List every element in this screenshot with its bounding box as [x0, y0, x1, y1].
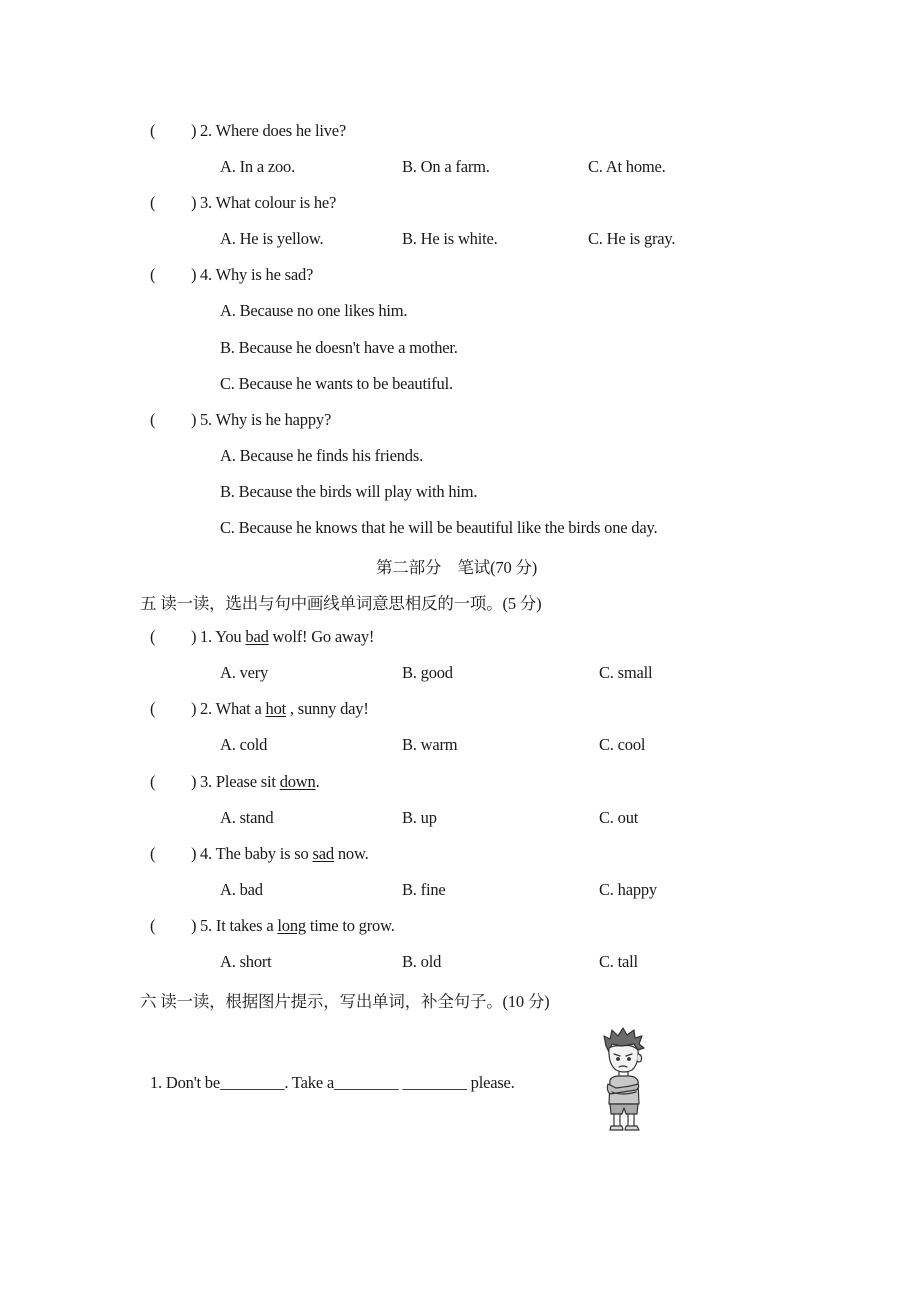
- answer-paren-close: ): [191, 699, 197, 718]
- option-a: A. Because no one likes him.: [220, 301, 408, 320]
- option-b: B. warm: [402, 735, 458, 754]
- stem-after: time to grow.: [305, 916, 395, 935]
- answer-paren-close: ): [191, 193, 197, 212]
- question-stem: [200, 627, 374, 647]
- answer-paren-open: (: [150, 916, 156, 935]
- answer-paren-open: (: [150, 627, 156, 646]
- stem-before: 1. You: [200, 627, 246, 646]
- option-a: A. cold: [220, 735, 268, 754]
- stem-before: 5. It takes a: [200, 916, 278, 935]
- option-c: C. At home.: [588, 157, 666, 176]
- option-a: A. bad: [220, 880, 263, 899]
- option-b: B. fine: [402, 880, 446, 899]
- underlined-word: hot: [265, 699, 286, 718]
- underlined-word: bad: [245, 627, 269, 646]
- option-b: B. Because he doesn't have a mother.: [220, 338, 458, 357]
- question-stem: 2. Where does he live?: [200, 121, 347, 140]
- option-a: A. very: [220, 663, 269, 682]
- answer-paren-open: (: [150, 844, 156, 863]
- answer-paren-open: (: [150, 410, 156, 429]
- part2-title: 第二部分 笔试(70 分): [376, 558, 538, 577]
- option-c: C. tall: [599, 952, 638, 971]
- underlined-word: down: [279, 772, 316, 791]
- option-a: A. Because he finds his friends.: [220, 446, 424, 465]
- underlined-word: long: [277, 916, 306, 935]
- section6-question-1: 1. Don't be________. Take a________ ________ please.: [150, 1073, 515, 1092]
- question-stem: 5. Why is he happy?: [200, 410, 332, 429]
- answer-paren-close: ): [191, 916, 197, 935]
- stem-after: .: [315, 772, 320, 791]
- option-c: C. happy: [599, 880, 657, 899]
- question-stem: 4. Why is he sad?: [200, 265, 314, 284]
- answer-paren-close: ): [191, 627, 197, 646]
- answer-paren-open: (: [150, 265, 156, 284]
- option-c: C. Because he knows that he will be beautiful like the birds one day.: [220, 518, 658, 537]
- option-a: A. He is yellow.: [220, 229, 324, 248]
- section6-title: 六 读一读，根据图片提示，写出单词，补全句子。(10 分): [140, 992, 550, 1011]
- answer-paren-open: (: [150, 193, 156, 212]
- option-b: B. good: [402, 663, 453, 682]
- answer-paren-close: ): [191, 844, 197, 863]
- stem-after: , sunny day!: [286, 699, 369, 718]
- answer-paren-close: ): [191, 121, 197, 140]
- option-c: C. cool: [599, 735, 646, 754]
- option-b: B. old: [402, 952, 442, 971]
- angry-boy-illustration: [592, 1024, 656, 1134]
- question-stem: [200, 699, 369, 719]
- question-stem: 3. What colour is he?: [200, 193, 337, 212]
- option-b: B. up: [402, 808, 437, 827]
- stem-before: 4. The baby is so: [200, 844, 313, 863]
- answer-paren-open: (: [150, 699, 156, 718]
- answer-paren-close: ): [191, 772, 197, 791]
- stem-after: now.: [333, 844, 369, 863]
- option-a: A. stand: [220, 808, 274, 827]
- question-stem: [200, 844, 369, 864]
- option-c: C. small: [599, 663, 653, 682]
- answer-paren-open: (: [150, 121, 156, 140]
- stem-before: 2. What a: [200, 699, 266, 718]
- answer-paren-close: ): [191, 410, 197, 429]
- stem-after: wolf! Go away!: [268, 627, 375, 646]
- option-a: A. In a zoo.: [220, 157, 296, 176]
- option-b: B. He is white.: [402, 229, 498, 248]
- option-c: C. Because he wants to be beautiful.: [220, 374, 453, 393]
- question-stem: [200, 772, 320, 792]
- underlined-word: sad: [312, 844, 334, 863]
- option-b: B. Because the birds will play with him.: [220, 482, 478, 501]
- option-c: C. He is gray.: [588, 229, 676, 248]
- option-b: B. On a farm.: [402, 157, 490, 176]
- option-a: A. short: [220, 952, 272, 971]
- option-c: C. out: [599, 808, 639, 827]
- question-stem: [200, 916, 395, 936]
- section5-title: 五 读一读，选出与句中画线单词意思相反的一项。(5 分): [140, 594, 542, 613]
- answer-paren-close: ): [191, 265, 197, 284]
- stem-before: 3. Please sit: [200, 772, 280, 791]
- answer-paren-open: (: [150, 772, 156, 791]
